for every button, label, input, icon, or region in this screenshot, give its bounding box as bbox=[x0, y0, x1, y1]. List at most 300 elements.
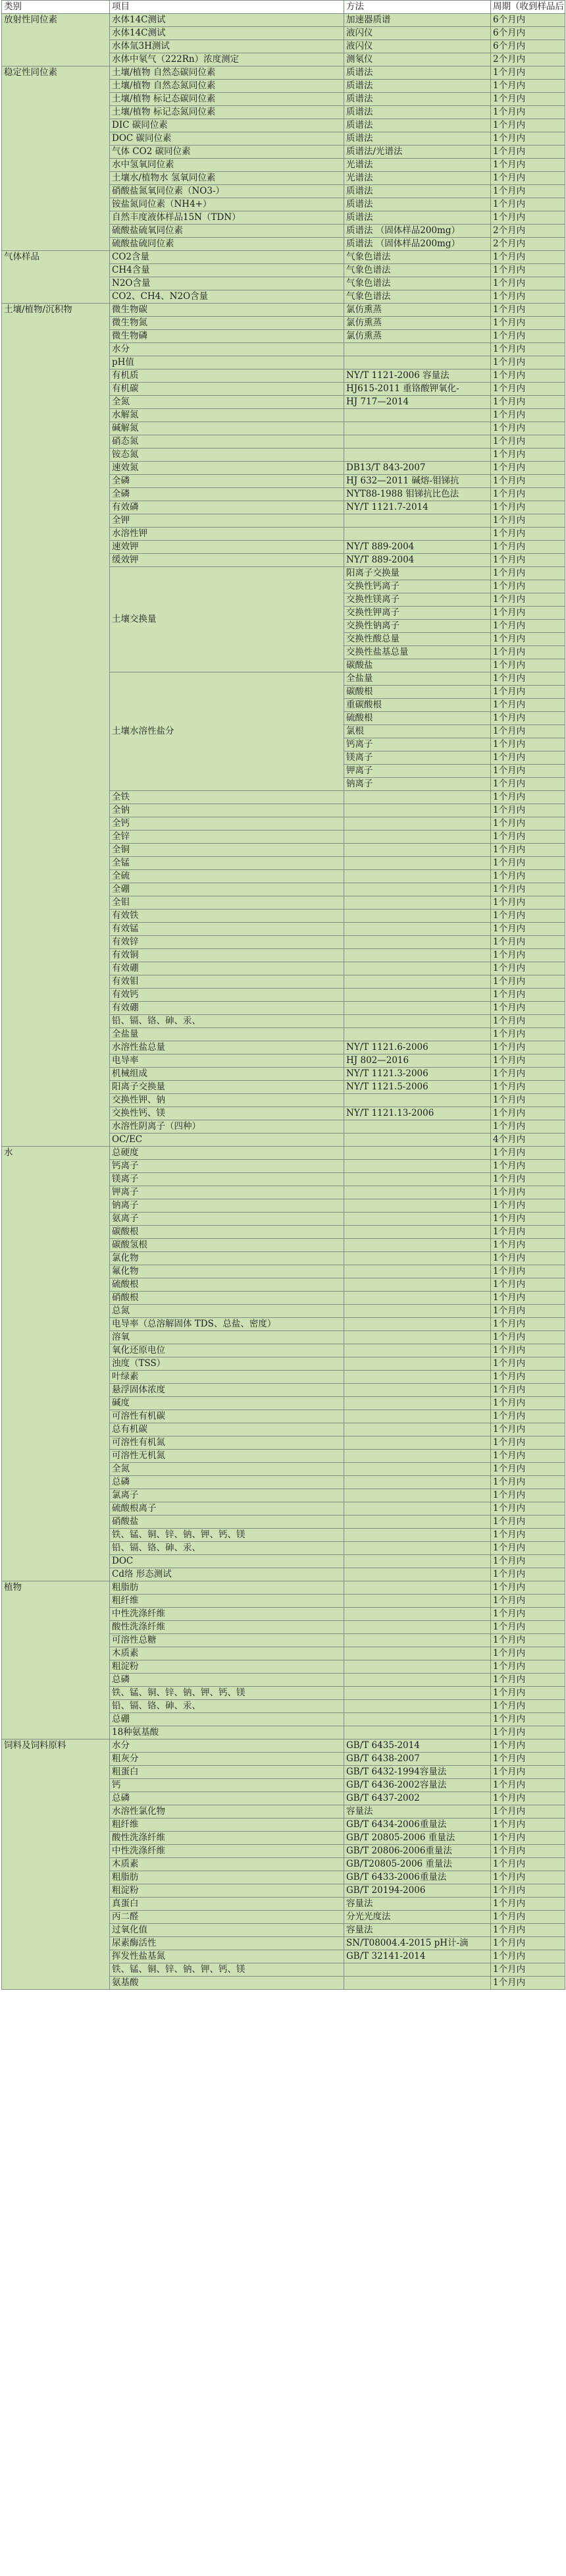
period-cell: 1个月内 bbox=[491, 1423, 565, 1437]
method-cell bbox=[344, 989, 491, 1002]
item-cell: 土壤/植物 自然态碳同位素 bbox=[110, 67, 344, 80]
method-cell bbox=[344, 1647, 491, 1660]
method-cell: 硫酸根 bbox=[344, 712, 491, 725]
period-cell: 1个月内 bbox=[491, 422, 565, 435]
category-cell: 植物 bbox=[2, 1581, 110, 1740]
method-cell bbox=[344, 343, 491, 356]
method-cell: 碳酸根 bbox=[344, 686, 491, 699]
period-cell: 1个月内 bbox=[491, 975, 565, 989]
item-cell: 水体14C测试 bbox=[110, 14, 344, 27]
item-cell: CO2、CH4、N2O含量 bbox=[110, 290, 344, 304]
method-cell: 气象色谱法 bbox=[344, 277, 491, 290]
item-cell: 全铜 bbox=[110, 844, 344, 857]
method-cell bbox=[344, 1318, 491, 1331]
method-cell bbox=[344, 804, 491, 817]
method-cell: NY/T 889-2004 bbox=[344, 541, 491, 554]
method-cell bbox=[344, 1028, 491, 1041]
item-cell: 粗淀粉 bbox=[110, 1884, 344, 1898]
period-cell: 1个月内 bbox=[491, 185, 565, 198]
method-cell bbox=[344, 514, 491, 528]
item-cell: 水体14C测试 bbox=[110, 27, 344, 40]
method-cell: 加速器质谱 bbox=[344, 14, 491, 27]
period-cell: 1个月内 bbox=[491, 1542, 565, 1555]
method-cell: 碳酸盐 bbox=[344, 659, 491, 672]
method-cell: 交换性酸总量 bbox=[344, 633, 491, 646]
method-cell bbox=[344, 1371, 491, 1384]
method-cell bbox=[344, 1529, 491, 1542]
period-cell: 1个月内 bbox=[491, 541, 565, 554]
item-cell: 机械组成 bbox=[110, 1068, 344, 1081]
period-cell: 1个月内 bbox=[491, 1081, 565, 1094]
method-cell: 氯仿熏蒸 bbox=[344, 304, 491, 317]
period-cell: 1个月内 bbox=[491, 1094, 565, 1107]
period-cell: 1个月内 bbox=[491, 778, 565, 791]
item-cell: 氟化物 bbox=[110, 1265, 344, 1278]
method-cell: 质谱法 bbox=[344, 119, 491, 132]
period-cell: 1个月内 bbox=[491, 672, 565, 686]
method-cell bbox=[344, 949, 491, 962]
period-cell: 1个月内 bbox=[491, 910, 565, 923]
item-cell: 粗纤维 bbox=[110, 1595, 344, 1608]
item-cell: 自然丰度液体样品15N（TDN） bbox=[110, 211, 344, 225]
period-cell: 1个月内 bbox=[491, 857, 565, 870]
category-cell: 放射性同位素 bbox=[2, 14, 110, 67]
item-cell: 全磷 bbox=[110, 475, 344, 488]
item-cell: 有效磷 bbox=[110, 501, 344, 514]
period-cell: 1个月内 bbox=[491, 1950, 565, 1963]
method-cell: 氯仿熏蒸 bbox=[344, 317, 491, 330]
method-cell: 钾离子 bbox=[344, 765, 491, 778]
method-cell: SN/T08004.4-2015 pH计-滴 bbox=[344, 1937, 491, 1950]
period-cell: 1个月内 bbox=[491, 1581, 565, 1595]
method-cell bbox=[344, 1713, 491, 1726]
method-cell bbox=[344, 1094, 491, 1107]
method-cell: 重碳酸根 bbox=[344, 699, 491, 712]
table-row bbox=[2, 14, 565, 27]
item-cell: 粗蛋白 bbox=[110, 1766, 344, 1779]
method-cell: 交换性镁离子 bbox=[344, 593, 491, 607]
table-body bbox=[2, 14, 565, 1990]
item-cell: 粗脂肪 bbox=[110, 1871, 344, 1884]
item-cell: 总有机碳 bbox=[110, 1423, 344, 1437]
item-cell: 铁、锰、铜、锌、钠、钾、钙、镁 bbox=[110, 1529, 344, 1542]
item-cell: 丙二醛 bbox=[110, 1911, 344, 1924]
item-cell: 粗灰分 bbox=[110, 1753, 344, 1766]
method-cell: HJ 802—2016 bbox=[344, 1055, 491, 1068]
method-cell bbox=[344, 1002, 491, 1015]
period-cell: 1个月内 bbox=[491, 580, 565, 593]
method-cell bbox=[344, 1489, 491, 1502]
method-cell bbox=[344, 1963, 491, 1977]
method-cell: 质谱法/光谱法 bbox=[344, 146, 491, 159]
period-cell: 1个月内 bbox=[491, 593, 565, 607]
method-cell bbox=[344, 791, 491, 804]
method-cell bbox=[344, 1134, 491, 1147]
item-cell: CO2含量 bbox=[110, 251, 344, 264]
item-cell: 有效硼 bbox=[110, 1002, 344, 1015]
period-cell: 1个月内 bbox=[491, 1213, 565, 1226]
method-cell bbox=[344, 1621, 491, 1634]
item-cell: 速效钾 bbox=[110, 541, 344, 554]
period-cell: 6个月内 bbox=[491, 27, 565, 40]
method-cell bbox=[344, 1344, 491, 1357]
method-cell bbox=[344, 1476, 491, 1489]
period-cell: 1个月内 bbox=[491, 1792, 565, 1805]
method-cell bbox=[344, 1331, 491, 1344]
period-cell: 1个月内 bbox=[491, 528, 565, 541]
period-cell: 1个月内 bbox=[491, 1884, 565, 1898]
method-cell: GB/T20805-2006 重量法 bbox=[344, 1858, 491, 1871]
item-cell: 碳酸氢根 bbox=[110, 1239, 344, 1252]
item-cell: 粗淀粉 bbox=[110, 1660, 344, 1674]
period-cell: 1个月内 bbox=[491, 1502, 565, 1516]
period-cell: 1个月内 bbox=[491, 923, 565, 936]
method-cell: NY/T 1121.5-2006 bbox=[344, 1081, 491, 1094]
period-cell: 1个月内 bbox=[491, 277, 565, 290]
item-cell: 氨离子 bbox=[110, 1213, 344, 1226]
item-cell: DIC 碳同位素 bbox=[110, 119, 344, 132]
period-cell: 1个月内 bbox=[491, 752, 565, 765]
period-cell: 1个月内 bbox=[491, 1476, 565, 1489]
item-cell: 全钠 bbox=[110, 804, 344, 817]
method-cell bbox=[344, 1120, 491, 1134]
method-cell: 光谱法 bbox=[344, 172, 491, 185]
item-cell: N2O含量 bbox=[110, 277, 344, 290]
period-cell: 1个月内 bbox=[491, 106, 565, 119]
method-cell bbox=[344, 1542, 491, 1555]
period-cell: 1个月内 bbox=[491, 1924, 565, 1937]
period-cell: 1个月内 bbox=[491, 844, 565, 857]
method-cell bbox=[344, 356, 491, 370]
period-cell: 1个月内 bbox=[491, 1871, 565, 1884]
period-cell: 1个月内 bbox=[491, 383, 565, 396]
period-cell: 1个月内 bbox=[491, 1713, 565, 1726]
item-cell: 铁、锰、铜、锌、钠、钾、钙、镁 bbox=[110, 1687, 344, 1700]
method-cell bbox=[344, 1160, 491, 1173]
period-cell: 1个月内 bbox=[491, 343, 565, 356]
method-cell bbox=[344, 435, 491, 449]
method-cell: 质谱法 bbox=[344, 93, 491, 106]
item-cell: 土壤/植物 自然态氮同位素 bbox=[110, 80, 344, 93]
period-cell: 6个月内 bbox=[491, 40, 565, 53]
item-cell: 有效锰 bbox=[110, 923, 344, 936]
period-cell: 6个月内 bbox=[491, 14, 565, 27]
period-cell: 1个月内 bbox=[491, 554, 565, 567]
period-cell: 1个月内 bbox=[491, 620, 565, 633]
item-cell: 挥发性盐基氮 bbox=[110, 1950, 344, 1963]
period-cell: 1个月内 bbox=[491, 686, 565, 699]
method-cell bbox=[344, 870, 491, 883]
method-cell: 质谱法 bbox=[344, 198, 491, 211]
method-cell bbox=[344, 1213, 491, 1226]
item-cell: 18种氨基酸 bbox=[110, 1726, 344, 1740]
period-cell: 1个月内 bbox=[491, 1647, 565, 1660]
method-cell: 光谱法 bbox=[344, 159, 491, 172]
period-cell: 1个月内 bbox=[491, 396, 565, 409]
method-cell: GB/T 6432-1994容量法 bbox=[344, 1766, 491, 1779]
period-cell: 1个月内 bbox=[491, 1489, 565, 1502]
method-cell: GB/T 32141-2014 bbox=[344, 1950, 491, 1963]
method-cell: GB/T 20805-2006 重量法 bbox=[344, 1832, 491, 1845]
method-cell: 质谱法 （固体样品200mg） bbox=[344, 238, 491, 251]
item-cell: 镁离子 bbox=[110, 1173, 344, 1186]
period-cell: 1个月内 bbox=[491, 1371, 565, 1384]
item-cell: 过氧化值 bbox=[110, 1924, 344, 1937]
period-cell: 1个月内 bbox=[491, 435, 565, 449]
item-cell: 木质素 bbox=[110, 1858, 344, 1871]
period-cell: 1个月内 bbox=[491, 870, 565, 883]
period-cell: 1个月内 bbox=[491, 1845, 565, 1858]
item-cell: 钾离子 bbox=[110, 1186, 344, 1199]
method-cell: 交换性钠离子 bbox=[344, 620, 491, 633]
header-item: 项目 bbox=[110, 1, 344, 14]
period-cell: 1个月内 bbox=[491, 989, 565, 1002]
item-cell: 酸性洗涤纤维 bbox=[110, 1832, 344, 1845]
period-cell: 1个月内 bbox=[491, 356, 565, 370]
period-cell: 1个月内 bbox=[491, 1963, 565, 1977]
period-cell: 1个月内 bbox=[491, 330, 565, 343]
period-cell: 1个月内 bbox=[491, 567, 565, 580]
period-cell: 1个月内 bbox=[491, 633, 565, 646]
item-cell: 全锌 bbox=[110, 831, 344, 844]
category-cell: 水 bbox=[2, 1147, 110, 1581]
period-cell: 1个月内 bbox=[491, 1265, 565, 1278]
period-cell: 1个月内 bbox=[491, 1726, 565, 1740]
method-cell bbox=[344, 1608, 491, 1621]
method-cell: 气象色谱法 bbox=[344, 290, 491, 304]
period-cell: 1个月内 bbox=[491, 1437, 565, 1450]
period-cell: 1个月内 bbox=[491, 1779, 565, 1792]
period-cell: 1个月内 bbox=[491, 1766, 565, 1779]
item-cell: 硫酸盐硫氧同位素 bbox=[110, 225, 344, 238]
period-cell: 1个月内 bbox=[491, 304, 565, 317]
item-cell: 硝酸根 bbox=[110, 1292, 344, 1305]
item-cell: 粗纤维 bbox=[110, 1819, 344, 1832]
method-cell: 气象色谱法 bbox=[344, 251, 491, 264]
method-cell bbox=[344, 1634, 491, 1647]
period-cell: 1个月内 bbox=[491, 1239, 565, 1252]
period-cell: 1个月内 bbox=[491, 1555, 565, 1568]
period-cell: 1个月内 bbox=[491, 738, 565, 752]
item-cell: 全钼 bbox=[110, 896, 344, 910]
item-cell: 微生物磷 bbox=[110, 330, 344, 343]
item-cell: pH值 bbox=[110, 356, 344, 370]
method-cell: GB/T 6436-2002容量法 bbox=[344, 1779, 491, 1792]
period-cell: 1个月内 bbox=[491, 1608, 565, 1621]
method-cell bbox=[344, 1450, 491, 1463]
category-cell: 气体样品 bbox=[2, 251, 110, 304]
item-cell: 全锰 bbox=[110, 857, 344, 870]
table-row bbox=[2, 1581, 565, 1595]
method-cell: 液闪仪 bbox=[344, 27, 491, 40]
period-cell: 1个月内 bbox=[491, 1015, 565, 1028]
period-cell: 1个月内 bbox=[491, 1357, 565, 1371]
item-cell: 碱解氮 bbox=[110, 422, 344, 435]
period-cell: 1个月内 bbox=[491, 817, 565, 831]
method-cell bbox=[344, 1977, 491, 1990]
period-cell: 1个月内 bbox=[491, 488, 565, 501]
method-cell bbox=[344, 1252, 491, 1265]
item-cell: 有效钙 bbox=[110, 989, 344, 1002]
method-cell bbox=[344, 1568, 491, 1581]
table-row bbox=[2, 1740, 565, 1753]
period-cell: 1个月内 bbox=[491, 1595, 565, 1608]
method-cell: 钠离子 bbox=[344, 778, 491, 791]
period-cell: 1个月内 bbox=[491, 1120, 565, 1134]
method-cell: 阳离子交换量 bbox=[344, 567, 491, 580]
method-cell bbox=[344, 409, 491, 422]
item-cell: 悬浮固体浓度 bbox=[110, 1384, 344, 1397]
category-cell: 饲料及饲料原料 bbox=[2, 1740, 110, 1990]
item-cell: 硫酸根离子 bbox=[110, 1502, 344, 1516]
period-cell: 1个月内 bbox=[491, 251, 565, 264]
method-cell bbox=[344, 1292, 491, 1305]
item-cell: 钠离子 bbox=[110, 1199, 344, 1213]
period-cell: 1个月内 bbox=[491, 936, 565, 949]
method-cell: 全盐量 bbox=[344, 672, 491, 686]
method-cell bbox=[344, 1581, 491, 1595]
header-row bbox=[2, 1, 565, 14]
period-cell: 1个月内 bbox=[491, 264, 565, 277]
item-cell: 全铁 bbox=[110, 791, 344, 804]
method-cell bbox=[344, 1410, 491, 1423]
period-cell: 1个月内 bbox=[491, 132, 565, 146]
item-cell: 有机碳 bbox=[110, 383, 344, 396]
period-cell: 1个月内 bbox=[491, 514, 565, 528]
method-cell bbox=[344, 1595, 491, 1608]
period-cell: 2个月内 bbox=[491, 53, 565, 67]
method-cell: 容量法 bbox=[344, 1924, 491, 1937]
header-period: 周期（收到样品后 bbox=[491, 1, 565, 14]
item-cell: 微生物氮 bbox=[110, 317, 344, 330]
method-cell: 质谱法 bbox=[344, 80, 491, 93]
method-cell: GB/T 6438-2007 bbox=[344, 1753, 491, 1766]
method-cell: GB/T 20194-2006 bbox=[344, 1884, 491, 1898]
period-cell: 1个月内 bbox=[491, 67, 565, 80]
method-cell bbox=[344, 1516, 491, 1529]
method-cell: 氯仿熏蒸 bbox=[344, 330, 491, 343]
item-cell: 总硼 bbox=[110, 1713, 344, 1726]
method-cell bbox=[344, 1305, 491, 1318]
method-cell: NY/T 1121-2006 容量法 bbox=[344, 370, 491, 383]
item-cell: 铁、锰、铜、锌、钠、钾、钙、镁 bbox=[110, 1963, 344, 1977]
period-cell: 1个月内 bbox=[491, 1147, 565, 1160]
item-cell: 总硬度 bbox=[110, 1147, 344, 1160]
method-cell: 容量法 bbox=[344, 1805, 491, 1819]
item-cell: 有效铁 bbox=[110, 910, 344, 923]
item-cell: CH4含量 bbox=[110, 264, 344, 277]
item-cell: 电导率 bbox=[110, 1055, 344, 1068]
method-cell bbox=[344, 449, 491, 462]
item-cell: 铅、镉、铬、砷、汞、 bbox=[110, 1015, 344, 1028]
period-cell: 1个月内 bbox=[491, 883, 565, 896]
period-cell: 1个月内 bbox=[491, 1028, 565, 1041]
method-cell: GB/T 20806-2006重量法 bbox=[344, 1845, 491, 1858]
category-cell: 稳定性同位素 bbox=[2, 67, 110, 251]
period-cell: 1个月内 bbox=[491, 646, 565, 659]
period-cell: 1个月内 bbox=[491, 659, 565, 672]
method-cell: DB13/T 843-2007 bbox=[344, 462, 491, 475]
period-cell: 1个月内 bbox=[491, 607, 565, 620]
item-cell: 土壤水/植物水 氢氧同位素 bbox=[110, 172, 344, 185]
method-cell bbox=[344, 1015, 491, 1028]
period-cell: 1个月内 bbox=[491, 1529, 565, 1542]
item-cell: 缓效钾 bbox=[110, 554, 344, 567]
item-cell: 水体氚3H测试 bbox=[110, 40, 344, 53]
item-cell: 总磷 bbox=[110, 1674, 344, 1687]
method-cell bbox=[344, 831, 491, 844]
period-cell: 1个月内 bbox=[491, 370, 565, 383]
item-cell: 中性洗涤纤维 bbox=[110, 1845, 344, 1858]
method-cell bbox=[344, 1660, 491, 1674]
period-cell: 1个月内 bbox=[491, 1621, 565, 1634]
method-cell: GB/T 6434-2006重量法 bbox=[344, 1819, 491, 1832]
method-cell: GB/T 6433-2006重量法 bbox=[344, 1871, 491, 1884]
period-cell: 1个月内 bbox=[491, 1516, 565, 1529]
item-cell: 木质素 bbox=[110, 1647, 344, 1660]
period-cell: 1个月内 bbox=[491, 1819, 565, 1832]
item-cell: 总磷 bbox=[110, 1476, 344, 1489]
method-cell bbox=[344, 975, 491, 989]
period-cell: 1个月内 bbox=[491, 831, 565, 844]
method-cell bbox=[344, 1265, 491, 1278]
period-cell: 1个月内 bbox=[491, 1344, 565, 1357]
method-cell bbox=[344, 1147, 491, 1160]
table-row bbox=[2, 67, 565, 80]
period-cell: 1个月内 bbox=[491, 725, 565, 738]
item-cell: 水溶性钾 bbox=[110, 528, 344, 541]
item-cell: 粗脂肪 bbox=[110, 1581, 344, 1595]
method-cell bbox=[344, 1423, 491, 1437]
period-cell: 1个月内 bbox=[491, 765, 565, 778]
method-cell bbox=[344, 528, 491, 541]
method-cell bbox=[344, 1437, 491, 1450]
item-cell: 铅、镉、铬、砷、汞、 bbox=[110, 1700, 344, 1713]
period-cell: 1个月内 bbox=[491, 1740, 565, 1753]
method-cell: 质谱法 （固体样品200mg） bbox=[344, 225, 491, 238]
period-cell: 1个月内 bbox=[491, 80, 565, 93]
item-cell: 氧化还原电位 bbox=[110, 1344, 344, 1357]
period-cell: 1个月内 bbox=[491, 712, 565, 725]
method-cell bbox=[344, 1463, 491, 1476]
method-cell: 质谱法 bbox=[344, 185, 491, 198]
item-cell: 水体中氡气（222Rn）浓度测定 bbox=[110, 53, 344, 67]
method-cell bbox=[344, 1687, 491, 1700]
period-cell: 1个月内 bbox=[491, 1041, 565, 1055]
method-cell bbox=[344, 1226, 491, 1239]
item-cell: 土壤/植物 标记态氮同位素 bbox=[110, 106, 344, 119]
test-items-table bbox=[1, 0, 565, 1990]
period-cell: 1个月内 bbox=[491, 962, 565, 975]
method-cell bbox=[344, 1199, 491, 1213]
item-cell: 有效硼 bbox=[110, 962, 344, 975]
item-cell: 阳离子交换量 bbox=[110, 1081, 344, 1094]
item-cell: 总磷 bbox=[110, 1792, 344, 1805]
method-cell bbox=[344, 1278, 491, 1292]
method-cell: 测氡仪 bbox=[344, 53, 491, 67]
item-cell: 水溶性盐总量 bbox=[110, 1041, 344, 1055]
item-cell: 全磷 bbox=[110, 488, 344, 501]
item-cell: 硝态氮 bbox=[110, 435, 344, 449]
method-cell bbox=[344, 1397, 491, 1410]
item-cell: 水分 bbox=[110, 1740, 344, 1753]
item-cell: 有效锌 bbox=[110, 936, 344, 949]
period-cell: 1个月内 bbox=[491, 1226, 565, 1239]
period-cell: 1个月内 bbox=[491, 1252, 565, 1265]
method-cell: 分光光度法 bbox=[344, 1911, 491, 1924]
method-cell bbox=[344, 896, 491, 910]
item-cell: DOC bbox=[110, 1555, 344, 1568]
